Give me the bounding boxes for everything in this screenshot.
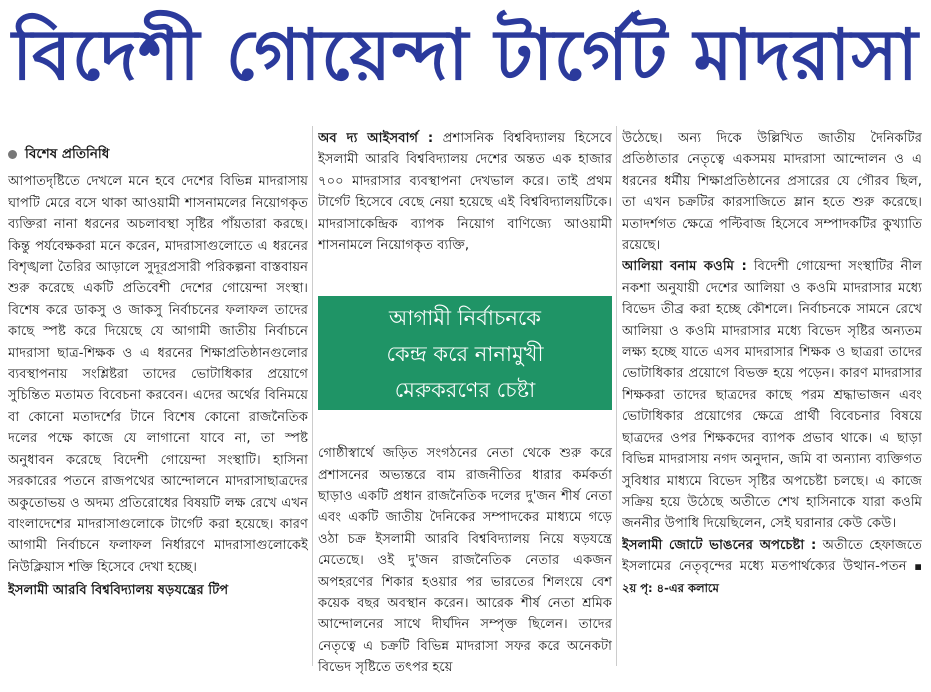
bullet-icon xyxy=(8,150,17,159)
highlight-line: আগামী নির্বাচনকে xyxy=(388,306,541,330)
subheading: আলিয়া বনাম কওমি : xyxy=(622,259,747,275)
subheading: অব দ্য আইসবার্গ : xyxy=(318,131,434,146)
continued-label: ▪ ২য় পৃ: ৪-এর কলামে xyxy=(622,559,922,595)
column2-body-bottom-text: গোষ্ঠীস্বার্থে জড়িত সংগঠনের নেতা থেকে শুরু করে প্রশাসনের অভ্যন্তরে বাম রাজনীতির ধারার কর্মকর্তা ছাড়াও একটি প্রধান রাজনৈতিক দলের দু'জন শীর্ষ নেতা এবং একটি জাতীয় দৈনিকের সম্পাদকের মাধ্যমে গড়ে ওঠা চক্র ইসলামী আরবি বিশ্ববিদ্যালয় নিয়ে ষড়যন্ত্রে মেতেছে। ওই দু'জন রাজনৈতিক নেতার একজন অপহরণের শিকার হওয়ার পর ভারতের শিলংয়ে বেশ কয়েক বছর অবস্থান করেন। আরেক শীর্ষ নেতা শ্রমিক আন্দোলনের সাথে দীর্ঘদিন সম্পৃক্ত ছিলেন। তাদের নেতৃত্বে এ চক্রটি বিভিন্ন মাদরাসা সফর করে অনেকটা বিভেদ সৃষ্টিতে তৎপর হয়ে xyxy=(318,446,612,676)
column3-section2: অতীতে হেফাজতে ইসলামের নেতৃবৃন্দের মধ্যে মতপার্থক্যের উত্থান-পতন xyxy=(622,537,922,575)
column-divider xyxy=(616,126,617,666)
column-divider xyxy=(312,126,313,666)
column2-body-top: প্রশাসনিক বিশ্ববিদ্যালয় হিসেবে ইসলামী আরবি বিশ্ববিদ্যালয় দেশের অন্তত এক হাজার ৭০০ মাদরাসার ব্যবস্থাপনা দেখভাল করে। তাই প্রথম টার্গেট হিসেবে বেছে নেয়া হয়েছে এই বিশ্ববিদ্যালয়টিকে। মাদরাসাকেন্দ্রিক ব্যাপক নিয়োগ বাণিজ্যে আওয়ামী শাসনামলে নিয়োগকৃত ব্যক্তি, xyxy=(318,131,612,254)
headline: বিদেশী গোয়েন্দা টার্গেট মাদরাসা xyxy=(12,14,919,96)
column1-body: আপাতদৃষ্টিতে দেখলে মনে হবে দেশের বিভিন্ন মাদরাসায় ঘাপটি মেরে বসে থাকা আওয়ামী শাসনামলের নিয়োগকৃত ব্যক্তিরা নানা ধরনের অচলাবস্থা সৃষ্টির পাঁয়তারা করছে। কিন্তু পর্যবেক্ষকরা মনে করেন, মাদরাসাগুলোতে এ ধরনের বিশৃঙ্খলা তৈরির আড়ালে সুদূরপ্রসারী পরিকল্পনা বাস্তবায়ন শুরু করেছে একটি প্রতিবেশী দেশের গোয়েন্দা সংস্থা। বিশেষ করে ডাকসু ও জাকসু নির্বাচনের ফলাফল তাদের কাছে স্পষ্ট করে দিয়েছে যে আগামী জাতীয় নির্বাচনে মাদরাসা ছাত্র-শিক্ষক ও এ ধরনের শিক্ষাপ্রতিষ্ঠানগুলোর ব্যবস্থাপনায় সংশ্লিষ্টরা তাদের ভোটাধিকার প্রয়োগে সুচিন্তিত মতামত বিবেচনা করবেন। এদের অর্থের বিনিময়ে বা কোনো মতাদর্শের টানে বিশেষ কোনো রাজনৈতিক দলের পক্ষে কাজে যে লাগানো যাবে না, তা স্পষ্ট অনুধাবন করেছে বিদেশী গোয়েন্দা সংস্থাটি। হাসিনা সরকারের পতনে রাজপথের আন্দোলনে মাদরাসাছাত্রদের অকুতোভয় ও অদম্য প্রতিরোধের বিষয়টি লক্ষ রেখে এখন বাংলাদেশের মাদরাসাগুলোকে টার্গেট করা হয়েছে। কারণ আগামী নির্বাচনে ফলাফল নির্ধারণে মাদরাসাগুলোকেই নিউক্লিয়াস শক্তি হিসেবে দেখা হচ্ছে। xyxy=(8,174,308,575)
highlight-line: মেরুকরণের চেষ্টা xyxy=(394,378,536,402)
highlight-line: কেন্দ্র করে নানামুখী xyxy=(386,342,544,366)
byline xyxy=(8,144,308,165)
column3-section1: বিদেশী গোয়েন্দা সংস্থাটির নীল নকশা অনুযায়ী দেশের আলিয়া ও কওমি মাদরাসার মধ্যে বিভেদ তীব্র করা হচ্ছে কৌশলে। নির্বাচনকে সামনে রেখে আলিয়া ও কওমি মাদরাসার মধ্যে বিভেদ সৃষ্টির অন্যতম লক্ষ্য হচ্ছে যাতে এসব মাদরাসার শিক্ষক ও ছাত্ররা তাদের ভোটাধিকার প্রয়োগে বিভক্ত হয়ে পড়েন। কারণ মাদরাসার শিক্ষকরা তাদের ছাত্রদের কাছে পরম শ্রদ্ধাভাজন এবং ভোটাধিকার প্রয়োগের ক্ষেত্রে প্রার্থী বিবেচনার বিষয়ে ছাত্রদের ওপর শিক্ষকদের ব্যাপক প্রভাব থাকে। এ ছাড়া বিভিন্ন মাদরাসায় নগদ অনুদান, জমি বা অন্যান্য ব্যক্তিগত সুবিধার মাধ্যমে বিভেদ সৃষ্টির অপচেষ্টা চলছে। এ কাজে সক্রিয় হয়ে উঠেছে অতীতে শেখ হাসিনাকে যারা কওমি জননীর উপাধি দিয়েছিলেন, সেই ঘরানার কেউ কেউ। xyxy=(622,259,922,532)
article-column-1 xyxy=(8,128,308,668)
byline-text: বিশেষ প্রতিনিধি xyxy=(25,146,110,162)
subheading: ইসলামী আরবি বিশ্ববিদ্যালয় ষড়যন্ত্রের টিপ xyxy=(8,583,229,599)
column2-body-bottom xyxy=(318,430,612,692)
highlight-box xyxy=(318,296,612,410)
subheading: ইসলামী জোটে ভাঙনের অপচেষ্টা : xyxy=(622,537,817,553)
article-column-3 xyxy=(622,128,922,668)
column3-body-top: উঠেছে। অন্য দিকে উল্লিখিত জাতীয় দৈনিকটির প্রতিষ্ঠাতার নেতৃত্বে একসময় মাদরাসা আন্দোলন ও এ ধরনের ধর্মীয় শিক্ষাপ্রতিষ্ঠানের প্রসারের যে গৌরব ছিল, তা এখন চক্রটির কারসাজিতে ম্লান হতে শুরু করেছে। মতাদর্শগত ক্ষেত্রে পল্টিবাজ হিসেবে সম্পাদকটির কুখ্যাতি রয়েছে। xyxy=(622,131,922,254)
